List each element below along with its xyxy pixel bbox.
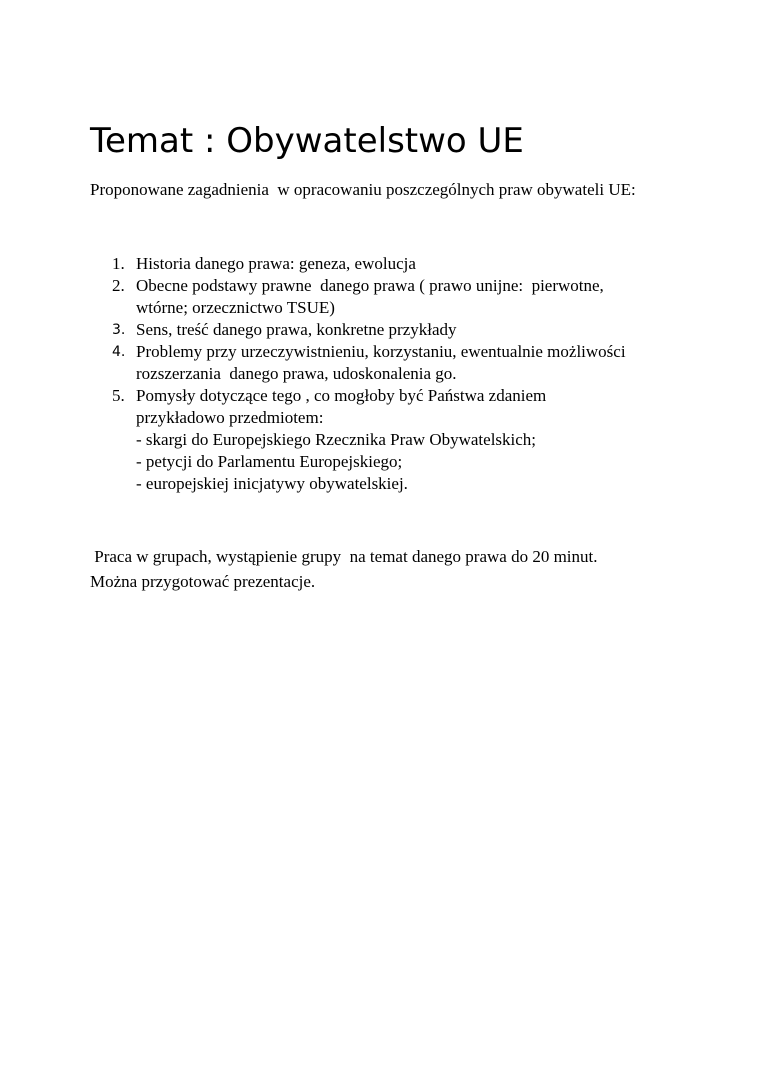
list-item [90, 341, 690, 385]
list-item-number: 4. [112, 344, 126, 360]
list-item-text: Obecne podstawy prawne danego prawa ( prawo unijne: pierwotne, [136, 276, 604, 295]
closing-paragraph [90, 544, 598, 594]
list-item-text: Pomysły dotyczące tego , co mogłoby być Państwa zdaniem [136, 386, 547, 405]
closing-line: Można przygotować prezentacje. [90, 572, 316, 591]
list-item [90, 385, 690, 495]
list-item-number: 2. [112, 276, 125, 295]
list-item-text: wtórne; orzecznictwo TSUE) [136, 298, 335, 317]
topics-list [90, 253, 690, 495]
list-item-text: przykładowo przedmiotem: [136, 408, 324, 427]
list-item-number: 1. [112, 254, 125, 273]
list-item [90, 275, 690, 319]
list-item-number: 3. [112, 322, 126, 338]
intro-paragraph: Proponowane zagadnienia w opracowaniu poszczególnych praw obywateli UE: [90, 180, 636, 199]
list-item [90, 319, 690, 341]
list-item-number: 5. [112, 386, 125, 405]
closing-line: Praca w grupach, wystąpienie grupy na temat danego prawa do 20 minut. [90, 547, 598, 566]
list-item-text: Problemy przy urzeczywistnieniu, korzystaniu, ewentualnie możliwości [136, 342, 626, 361]
list-item-text: - europejskiej inicjatywy obywatelskiej. [136, 474, 408, 493]
list-item-text: Historia danego prawa: geneza, ewolucja [136, 254, 416, 273]
list-item-text: rozszerzania danego prawa, udoskonalenia go. [136, 364, 457, 383]
page-title: Temat : Obywatelstwo UE [90, 121, 524, 161]
list-item-text: - skargi do Europejskiego Rzecznika Praw Obywatelskich; [136, 430, 537, 449]
list-item [90, 253, 690, 275]
list-item-text: - petycji do Parlamentu Europejskiego; [136, 452, 403, 471]
list-item-text: Sens, treść danego prawa, konkretne przykłady [136, 320, 457, 339]
